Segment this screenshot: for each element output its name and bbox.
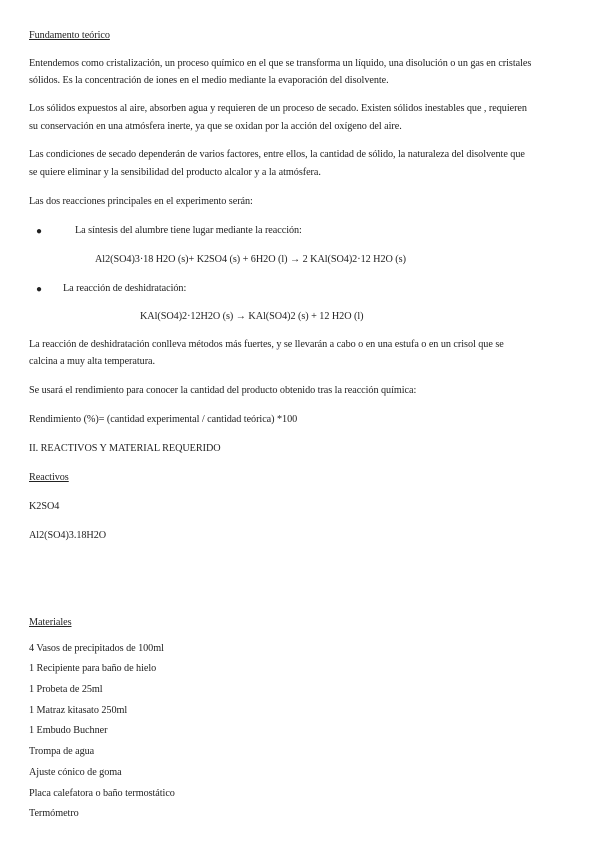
material-item: 1 Matraz kitasato 250ml: [29, 705, 128, 716]
material-item: Ajuste cónico de goma: [29, 767, 122, 778]
paragraph-6: Se usará el rendimiento para conocer la cantidad del producto obtenido tras la reacción química:: [29, 385, 417, 396]
paragraph-2-line-1: Los sólidos expuestos al aire, absorben agua y requieren de un proceso de secado. Existen sólidos inestables que , requieren: [29, 103, 527, 114]
material-item: 1 Recipiente para baño de hielo: [29, 663, 157, 674]
bullet-2-text: La reacción de deshidratación:: [63, 283, 187, 294]
heading-reactivos: Reactivos: [29, 472, 69, 483]
reaction-1: Al2(SO4)3·18 H2O (s)+ K2SO4 (s) + 6H2O (l) → 2 KAl(SO4)2·12 H2O (s): [95, 254, 406, 265]
heading-materiales: Materiales: [29, 617, 72, 628]
paragraph-1-line-1: Entendemos como cristalización, un proceso químico en el que se transforma un líquido, una disolución o un gas en cristales: [29, 58, 532, 69]
material-item: Termómetro: [29, 808, 79, 819]
material-item: 4 Vasos de precipitados de 100ml: [29, 643, 164, 654]
bullet-1-text: La síntesis del alumbre tiene lugar mediante la reacción:: [75, 225, 302, 236]
paragraph-4: Las dos reacciones principales en el experimento serán:: [29, 196, 253, 207]
section-2-title: II. REACTIVOS Y MATERIAL REQUERIDO: [29, 443, 221, 454]
material-item: 1 Embudo Buchner: [29, 725, 108, 736]
yield-formula: Rendimiento (%)= (cantidad experimental / cantidad teórica) *100: [29, 414, 298, 425]
reactivo-item: Al2(SO4)3.18H2O: [29, 530, 107, 541]
material-item: Placa calefatora o baño termostático: [29, 788, 175, 799]
paragraph-3-line-2: se quiere eliminar y la sensibilidad del producto alcalor y a la atmósfera.: [29, 167, 321, 178]
paragraph-5-line-1: La reacción de deshidratación conlleva métodos más fuertes, y se llevarán a cabo o en una estufa o en un crisol que se: [29, 339, 504, 350]
paragraph-2-line-2: su conservación en una atmósfera inerte, ya que se oxidan por la acción del oxígeno del aire.: [29, 121, 402, 132]
bullet-point: ●: [36, 284, 43, 295]
reactivo-item: K2SO4: [29, 501, 60, 512]
bullet-point: ●: [36, 226, 43, 237]
material-item: 1 Probeta de 25ml: [29, 684, 103, 695]
reaction-2: KAl(SO4)2·12H2O (s) → KAl(SO4)2 (s) + 12 H2O (l): [140, 311, 364, 322]
paragraph-1-line-2: sólidos. Es la concentración de iones en el medio mediante la evaporación del disolvente.: [29, 75, 389, 86]
paragraph-3-line-1: Las condiciones de secado dependerán de varios factores, entre ellos, la cantidad de sólido, la naturaleza del disolvente que: [29, 149, 525, 160]
material-item: Trompa de agua: [29, 746, 95, 757]
heading-fundamento-teorico: Fundamento teórico: [29, 30, 110, 41]
paragraph-5-line-2: calcina a muy alta temperatura.: [29, 356, 156, 367]
